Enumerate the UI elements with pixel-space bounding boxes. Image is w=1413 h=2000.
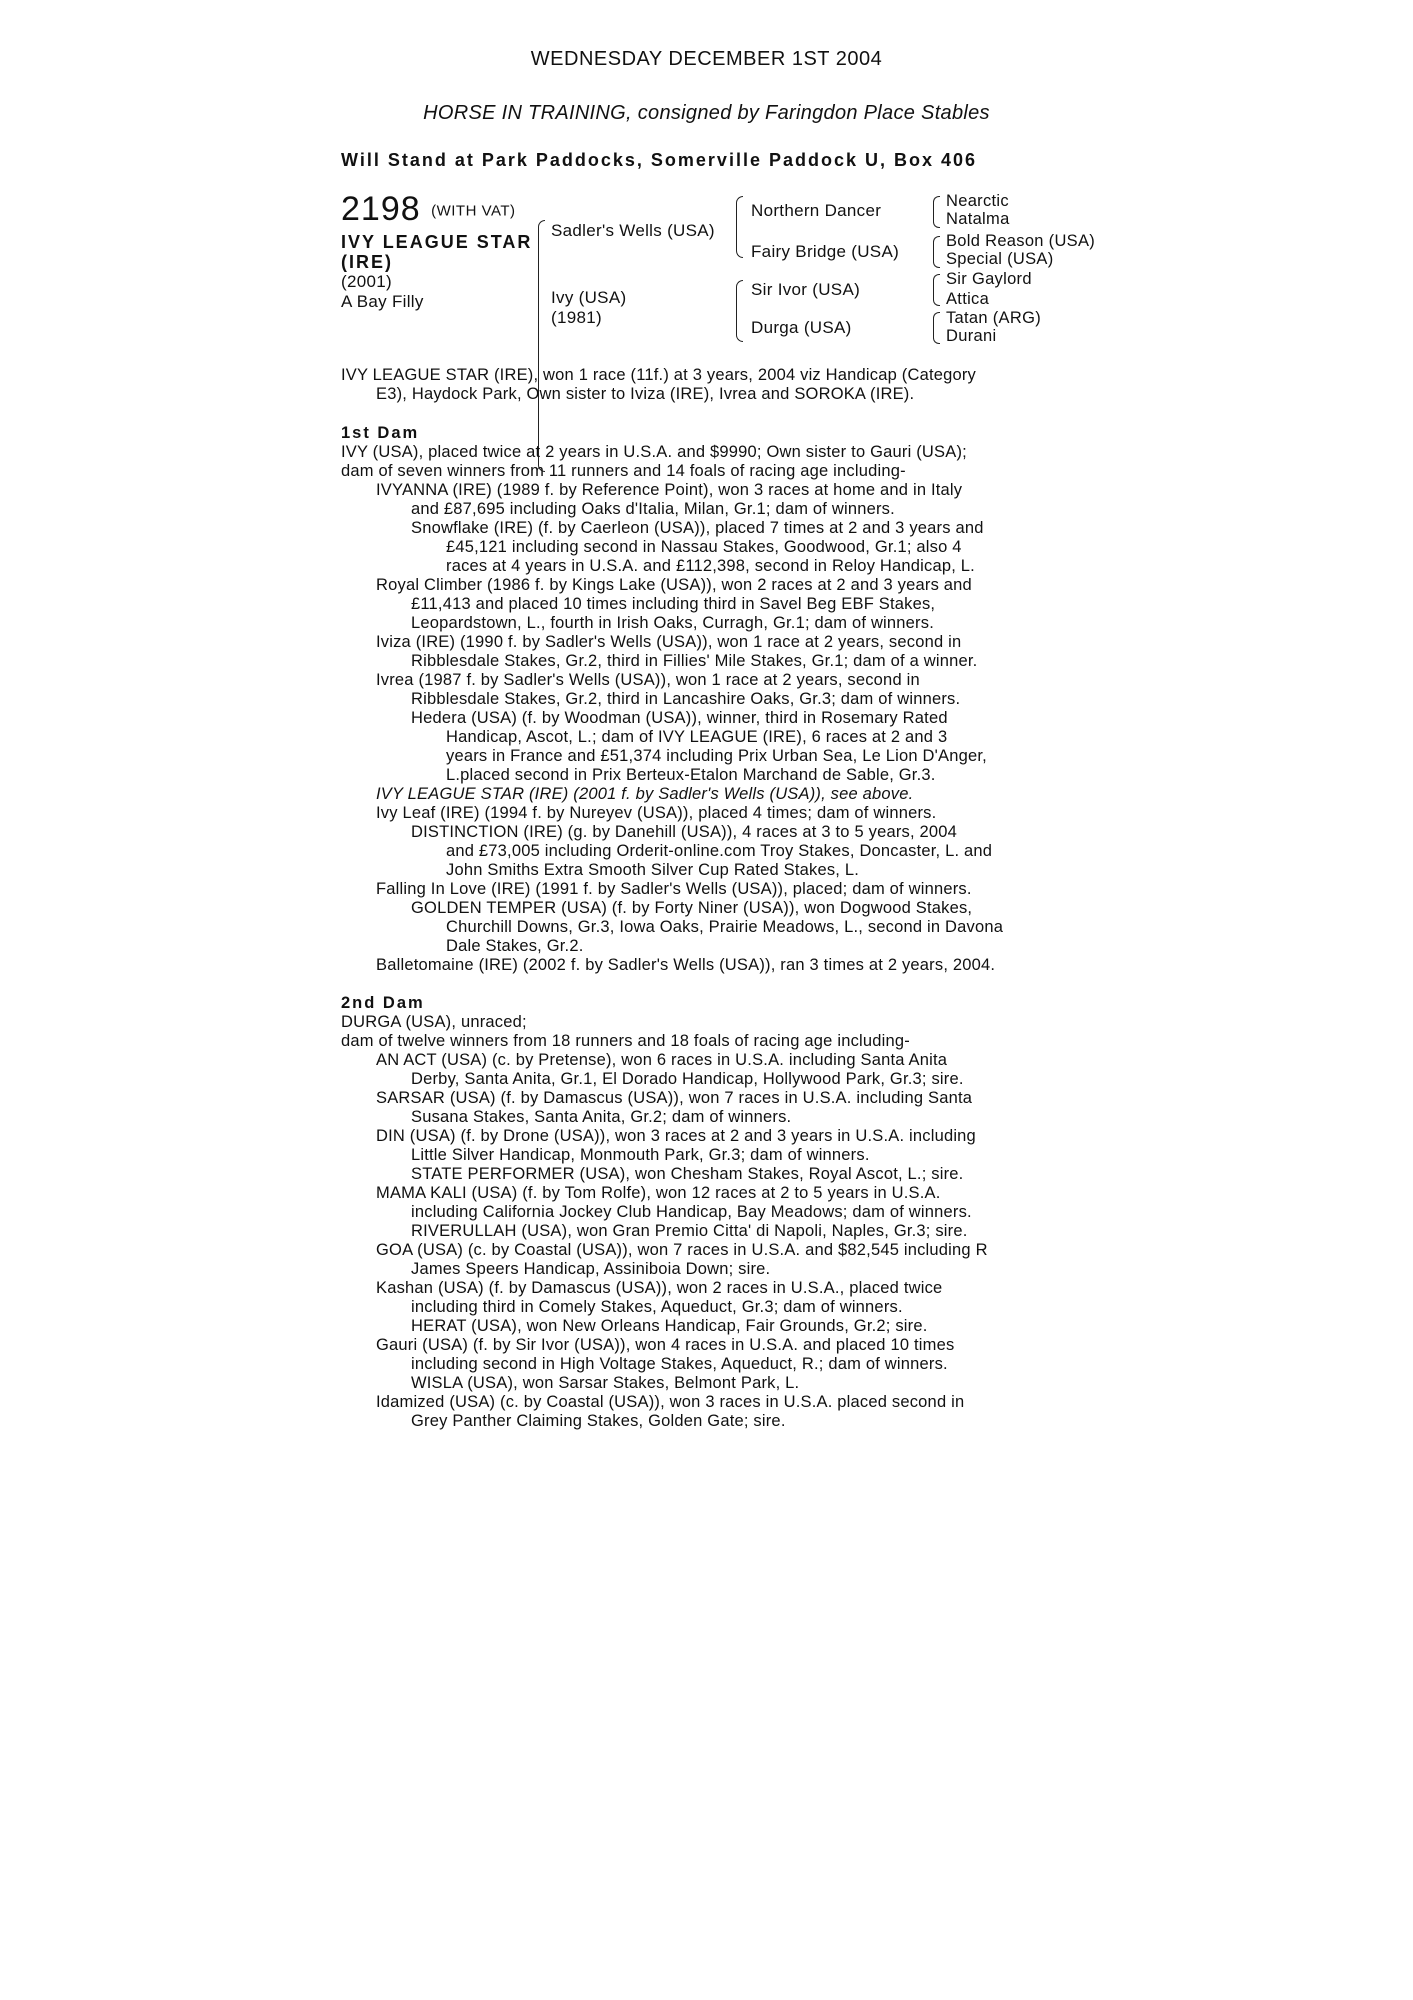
dam-line: Iviza (IRE) (1990 f. by Sadler's Wells (USA)), won 1 race at 2 years, second in: [376, 633, 962, 651]
dam-line: Hedera (USA) (f. by Woodman (USA)), winner, third in Rosemary Rated: [411, 709, 948, 727]
pedigree-brace-dd: [933, 312, 940, 344]
pedigree-ssd: Natalma: [946, 210, 1010, 228]
sale-date: WEDNESDAY DECEMBER 1ST 2004: [530, 48, 883, 70]
dam-line: John Smiths Extra Smooth Silver Cup Rated Stakes, L.: [446, 861, 859, 879]
dam-line: Idamized (USA) (c. by Coastal (USA)), won 3 races in U.S.A. placed second in: [376, 1393, 965, 1411]
dam-line: HERAT (USA), won New Orleans Handicap, Fair Grounds, Gr.2; sire.: [411, 1317, 928, 1335]
dam-line: Snowflake (IRE) (f. by Caerleon (USA)), placed 7 times at 2 and 3 years and: [411, 519, 984, 537]
dam-line: Ribblesdale Stakes, Gr.2, third in Lancashire Oaks, Gr.3; dam of winners.: [411, 690, 961, 708]
summary-line: E3), Haydock Park, Own sister to Iviza (IRE), Ivrea and SOROKA (IRE).: [376, 385, 915, 403]
dam-line: dam of seven winners from 11 runners and 14 foals of racing age including-: [341, 462, 906, 480]
lot-number: 2198: [341, 190, 421, 228]
dam-line: DISTINCTION (IRE) (g. by Danehill (USA)), 4 races at 3 to 5 years, 2004: [411, 823, 958, 841]
dam-line: and £87,695 including Oaks d'Italia, Milan, Gr.1; dam of winners.: [411, 500, 895, 518]
dam-line: Gauri (USA) (f. by Sir Ivor (USA)), won 4 races in U.S.A. and placed 10 times: [376, 1336, 955, 1354]
dam-line: £11,413 and placed 10 times including third in Savel Beg EBF Stakes,: [411, 595, 936, 613]
pedigree-brace-ds: [933, 274, 940, 306]
stand-location: Will Stand at Park Paddocks, Somerville Paddock U, Box 406: [341, 150, 978, 170]
dam-line: James Speers Handicap, Assiniboia Down; sire.: [411, 1260, 771, 1278]
horse-country: (IRE): [341, 252, 393, 272]
pedigree-dam: Ivy (USA): [551, 288, 627, 307]
dam-line: Churchill Downs, Gr.3, Iowa Oaks, Prairie Meadows, L., second in Davona: [446, 918, 1004, 936]
dam-line: races at 4 years in U.S.A. and £112,398, second in Reloy Handicap, L.: [446, 557, 975, 575]
dam-line: and £73,005 including Orderit-online.com Troy Stakes, Doncaster, L. and: [446, 842, 993, 860]
pedigree-sds: Bold Reason (USA): [946, 232, 1096, 250]
summary-line: IVY LEAGUE STAR (IRE), won 1 race (11f.) at 3 years, 2004 viz Handicap (Category: [341, 366, 977, 384]
dam-line: Leopardstown, L., fourth in Irish Oaks, Curragh, Gr.1; dam of winners.: [411, 614, 934, 632]
dam-line: Balletomaine (IRE) (2002 f. by Sadler's Wells (USA)), ran 3 times at 2 years, 2004.: [376, 956, 996, 974]
dam-line: Little Silver Handicap, Monmouth Park, Gr.3; dam of winners.: [411, 1146, 870, 1164]
dam-line: Ivy Leaf (IRE) (1994 f. by Nureyev (USA)), placed 4 times; dam of winners.: [376, 804, 937, 822]
dam-line: DURGA (USA), unraced;: [341, 1013, 527, 1031]
dam-line: Dale Stakes, Gr.2.: [446, 937, 584, 955]
dam-line: SARSAR (USA) (f. by Damascus (USA)), won 7 races in U.S.A. including Santa: [376, 1089, 973, 1107]
pedigree-sire-dam: Fairy Bridge (USA): [751, 242, 900, 261]
pedigree-dam-dam: Durga (USA): [751, 318, 852, 337]
first-dam-heading: 1st Dam: [341, 424, 420, 442]
dam-line: Royal Climber (1986 f. by Kings Lake (USA)), won 2 races at 2 and 3 years and: [376, 576, 972, 594]
dam-line: including California Jockey Club Handicap, Bay Meadows; dam of winners.: [411, 1203, 972, 1221]
pedigree-dam-sire: Sir Ivor (USA): [751, 280, 861, 299]
pedigree-sire-sire: Northern Dancer: [751, 201, 882, 220]
horse-description: A Bay Filly: [341, 292, 424, 311]
second-dam-heading: 2nd Dam: [341, 994, 425, 1012]
pedigree-dam-year: (1981): [551, 308, 602, 327]
pedigree-sss: Nearctic: [946, 192, 1009, 210]
race-summary: [341, 366, 1076, 404]
dam-line: Derby, Santa Anita, Gr.1, El Dorado Handicap, Hollywood Park, Gr.3; sire.: [411, 1070, 964, 1088]
dam-line: Ribblesdale Stakes, Gr.2, third in Fillies' Mile Stakes, Gr.1; dam of a winner.: [411, 652, 978, 670]
dam-line: IVY LEAGUE STAR (IRE) (2001 f. by Sadler's Wells (USA)), see above.: [376, 785, 914, 803]
consignor-line: HORSE IN TRAINING, consigned by Faringdon Place Stables: [423, 102, 990, 124]
dam-line: Ivrea (1987 f. by Sadler's Wells (USA)), won 1 race at 2 years, second in: [376, 671, 920, 689]
dam-line: Falling In Love (IRE) (1991 f. by Sadler's Wells (USA)), placed; dam of winners.: [376, 880, 972, 898]
dam-line: Kashan (USA) (f. by Damascus (USA)), won 2 races in U.S.A., placed twice: [376, 1279, 943, 1297]
dam-line: IVY (USA), placed twice at 2 years in U.S.A. and $9990; Own sister to Gauri (USA);: [341, 443, 967, 461]
pedigree-dss: Sir Gaylord: [946, 270, 1032, 288]
horse-name: IVY LEAGUE STAR: [341, 232, 533, 252]
dam-line: WISLA (USA), won Sarsar Stakes, Belmont Park, L.: [411, 1374, 800, 1392]
dam-line: GOLDEN TEMPER (USA) (f. by Forty Niner (USA)), won Dogwood Stakes,: [411, 899, 973, 917]
dam-line: L.placed second in Prix Berteux-Etalon Marchand de Sable, Gr.3.: [446, 766, 936, 784]
dam-line: AN ACT (USA) (c. by Pretense), won 6 races in U.S.A. including Santa Anita: [376, 1051, 948, 1069]
dam-line: years in France and £51,374 including Prix Urban Sea, Le Lion D'Anger,: [446, 747, 987, 765]
dam-line: STATE PERFORMER (USA), won Chesham Stakes, Royal Ascot, L.; sire.: [411, 1165, 964, 1183]
pedigree-sire: Sadler's Wells (USA): [551, 221, 715, 240]
dam-line: MAMA KALI (USA) (f. by Tom Rolfe), won 12 races at 2 to 5 years in U.S.A.: [376, 1184, 941, 1202]
horse-year: (2001): [341, 272, 392, 291]
dam-line: Handicap, Ascot, L.; dam of IVY LEAGUE (IRE), 6 races at 2 and 3: [446, 728, 948, 746]
dam-line: DIN (USA) (f. by Drone (USA)), won 3 races at 2 and 3 years in U.S.A. including: [376, 1127, 976, 1145]
pedigree-brace-sire: [736, 196, 743, 258]
pedigree-brace-dam: [736, 280, 743, 342]
pedigree-dds: Tatan (ARG): [946, 309, 1041, 327]
pedigree-sdd: Special (USA): [946, 250, 1054, 268]
dam-line: GOA (USA) (c. by Coastal (USA)), won 7 races in U.S.A. and $82,545 including R: [376, 1241, 988, 1259]
vat-note: (WITH VAT): [431, 202, 516, 220]
lot-number-line: [341, 190, 516, 229]
pedigree-dsd: Attica: [946, 290, 990, 308]
dam-line: Grey Panther Claiming Stakes, Golden Gate; sire.: [411, 1412, 786, 1430]
dam-line: dam of twelve winners from 18 runners and 18 foals of racing age including-: [341, 1032, 910, 1050]
dam-line: Susana Stakes, Santa Anita, Gr.2; dam of winners.: [411, 1108, 792, 1126]
first-dam-section: [341, 424, 1076, 975]
dam-line: including second in High Voltage Stakes, Aqueduct, R.; dam of winners.: [411, 1355, 948, 1373]
second-dam-section: [341, 994, 1076, 1431]
dam-line: RIVERULLAH (USA), won Gran Premio Citta' di Napoli, Naples, Gr.3; sire.: [411, 1222, 968, 1240]
pedigree-brace-sd: [933, 236, 940, 268]
pedigree-brace-ss: [933, 196, 940, 228]
pedigree-ddd: Durani: [946, 327, 997, 345]
dam-line: IVYANNA (IRE) (1989 f. by Reference Point), won 3 races at home and in Italy: [376, 481, 963, 499]
dam-line: including third in Comely Stakes, Aqueduct, Gr.3; dam of winners.: [411, 1298, 903, 1316]
dam-line: £45,121 including second in Nassau Stakes, Goodwood, Gr.1; also 4: [446, 538, 962, 556]
